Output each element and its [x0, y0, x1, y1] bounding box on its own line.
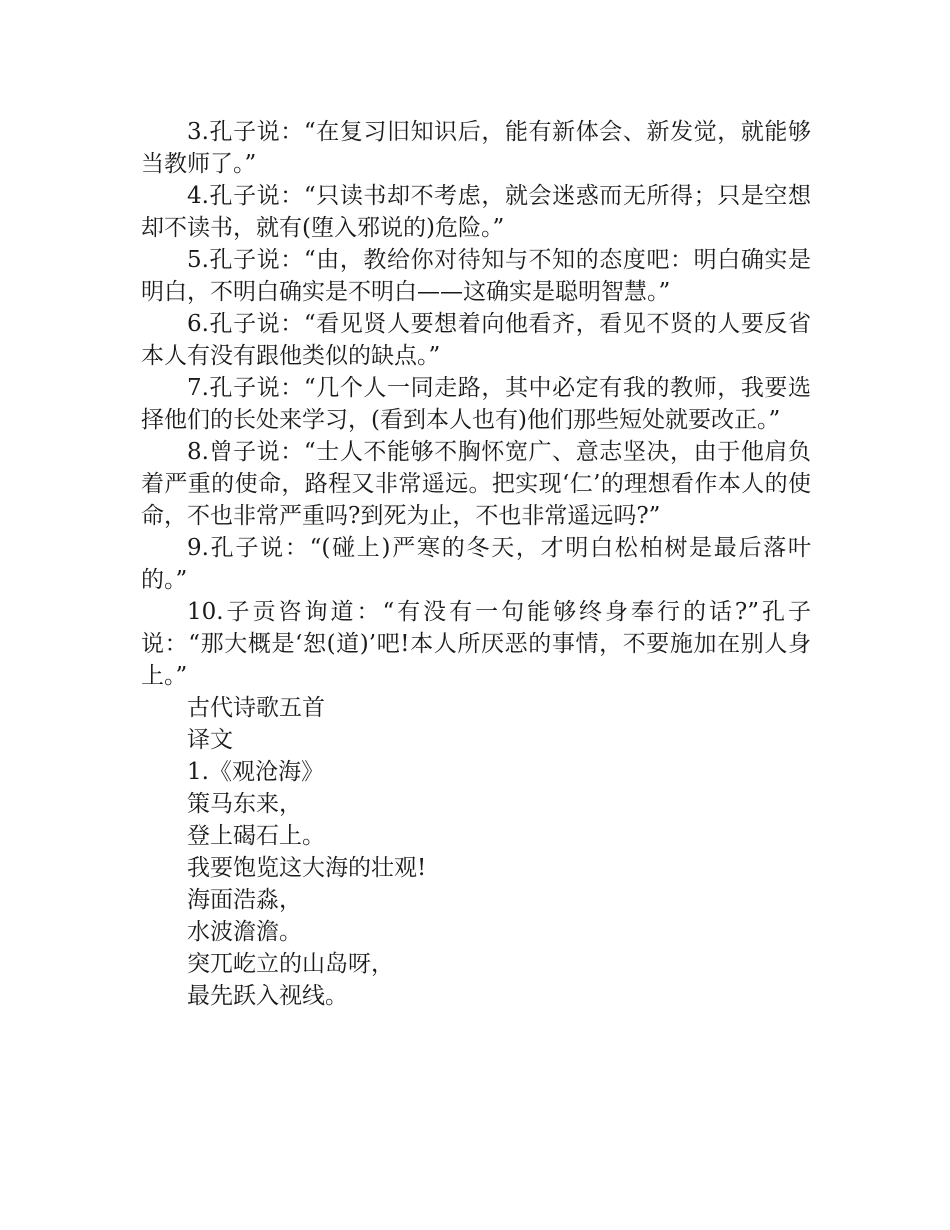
- paragraph-6: 6.孔子说：“看见贤人要想着向他看齐，看见不贤的人要反省本人有没有跟他类似的缺点。”: [141, 311, 811, 369]
- document-body: [141, 116, 811, 1012]
- paragraph-8: 8.曾子说：“士人不能够不胸怀宽广、意志坚决，由于他肩负着严重的使命，路程又非常遥远。把实现‘仁’的理想看作本人的使命，不也非常严重吗?到死为止，不也非常遥远吗?”: [141, 439, 811, 529]
- poem-line: 突兀屹立的山岛呀，: [187, 951, 394, 977]
- paragraph-9: 9.孔子说：“(碰上)严寒的冬天，才明白松柏树是最后落叶的。”: [141, 535, 811, 593]
- paragraph-3: 3.孔子说：“在复习旧知识后，能有新体会、新发觉，就能够当教师了。”: [141, 119, 811, 177]
- section-title: 古代诗歌五首: [187, 695, 325, 721]
- poem-line: 我要饱览这大海的壮观!: [187, 855, 427, 881]
- translation-label: 译文: [187, 727, 233, 753]
- poem-line: 水波澹澹。: [187, 919, 302, 945]
- poem-line: 最先跃入视线。: [187, 983, 348, 1009]
- poem-line: 策马东来，: [187, 791, 302, 817]
- paragraph-10: 10.子贡咨询道：“有没有一句能够终身奉行的话?”孔子说：“那大概是‘恕(道)’吧!本人所厌恶的事情，不要施加在别人身上。”: [141, 599, 811, 689]
- poem-line: 登上碣石上。: [187, 823, 325, 849]
- paragraph-7: 7.孔子说：“几个人一同走路，其中必定有我的教师，我要选择他们的长处来学习，(看到本人也有)他们那些短处就要改正。”: [141, 375, 811, 433]
- paragraph-4: 4.孔子说：“只读书却不考虑，就会迷惑而无所得；只是空想却不读书，就有(堕入邪说的)危险。”: [141, 183, 811, 241]
- paragraph-5: 5.孔子说：“由，教给你对待知与不知的态度吧：明白确实是明白，不明白确实是不明白——这确实是聪明智慧。”: [141, 247, 811, 305]
- poem-line: 海面浩淼，: [187, 887, 302, 913]
- poem-title: 1.《观沧海》: [187, 759, 324, 785]
